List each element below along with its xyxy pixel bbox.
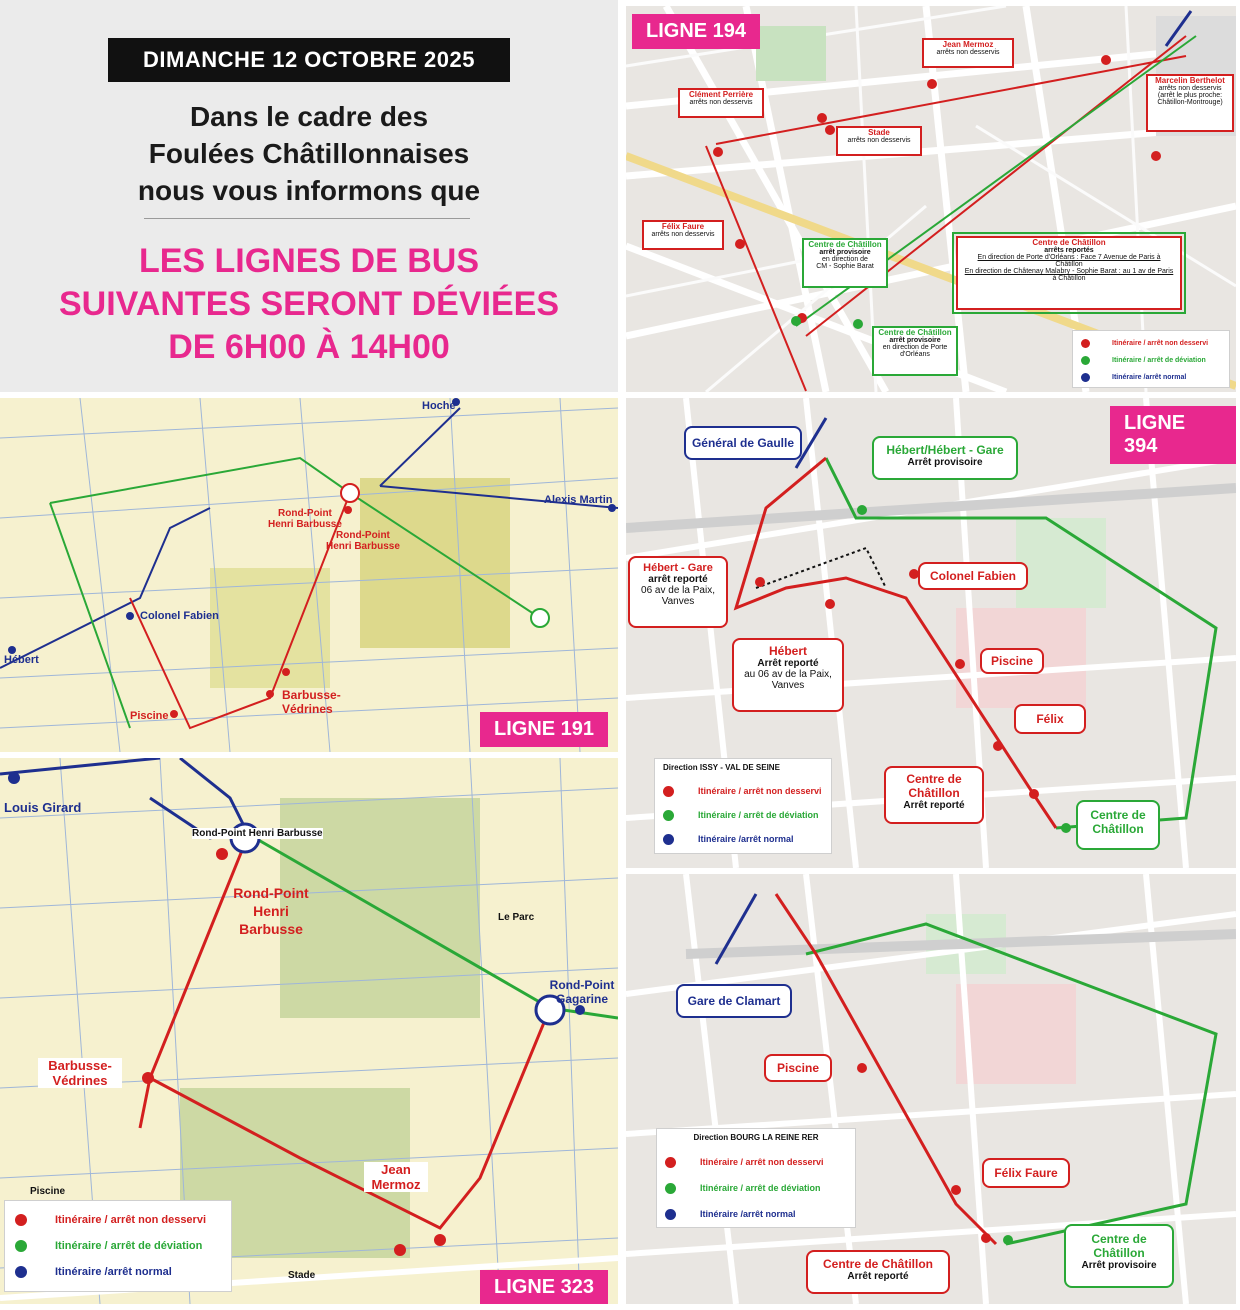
callout-centre-reporte-bourg: Centre de Châtillon Arrêt reporté [806,1250,950,1294]
divider [144,218,470,219]
line-323-map [0,758,618,1304]
callout-centre-provisoire-1: Centre de Châtillon arrêt provisoire en direction de CM - Sophie Barat [802,238,888,288]
label-rond-point-191b: Rond-Point Henri Barbusse [326,530,400,552]
callout-felix-faure-194: Félix Faure arrêts non desservis [642,220,724,250]
line-323-tag: LIGNE 323 [480,1270,608,1304]
legend-194: Itinéraire / arrêt non desservi Itinéraire / arrêt de déviation Itinéraire /arrêt normal [1072,330,1230,388]
info-header-panel [0,0,618,392]
green-dot-icon [665,1183,676,1194]
deviation-headline: LES LIGNES DE BUS SUIVANTES SERONT DÉVIÉES DE 6H00 À 14H00 [58,242,560,366]
callout-gare-de-clamart: Gare de Clamart [676,984,792,1018]
callout-marcelin-berthelot: Marcelin Berthelot arrêts non desservis (arrêt le plus proche: Châtillon-Montrouge) [1146,74,1234,132]
legend-394: Direction ISSY - VAL DE SEINE Itinéraire / arrêt non desservi Itinéraire / arrêt de déviation Itinéraire /arrêt normal [654,758,832,854]
label-rond-point-top: Rond-Point Henri Barbusse [192,828,323,839]
green-dot-icon [663,810,674,821]
label-stade-323: Stade [288,1270,316,1281]
line-194-tag: LIGNE 194 [632,14,760,49]
green-dot-icon [15,1240,27,1252]
callout-piscine-394: Piscine [980,648,1044,674]
callout-hebert-reporte: Hébert Arrêt reporté au 06 av de la Paix, Vanves [732,638,844,712]
callout-stade-194: Stade arrêts non desservis [836,126,922,156]
callout-felix-394: Félix [1014,704,1086,734]
intro-text: Dans le cadre des Foulées Châtillonnaises nous vous informons que [137,101,481,206]
callout-centre-provisoire-394: Centre de Châtillon [1076,800,1160,850]
callout-rond-point-henri-barbusse-323: Rond-Point Henri Barbusse [233,885,309,937]
label-le-parc: Le Parc [498,912,535,923]
line-191-tag: LIGNE 191 [480,712,608,747]
label-louis-girard: Louis Girard [4,800,82,815]
legend-bourg: Direction BOURG LA REINE RER Itinéraire / arrêt non desservi Itinéraire / arrêt de déviation Itinéraire /arrêt normal [656,1128,856,1228]
stadium-area [756,26,826,81]
line-394-tag: LIGNE 394 [1110,406,1236,464]
callout-hebert-gare-provisoire: Hébert/Hébert - Gare Arrêt provisoire [872,436,1018,480]
label-hoche: Hoche [422,400,456,412]
red-dot-icon [15,1214,27,1226]
line-394-map [626,398,1236,868]
blue-dot-icon [1081,373,1090,382]
green-dot-icon [1081,356,1090,365]
line-194-map [626,6,1236,392]
callout-centre-provisoire-2: Centre de Châtillon arrêt provisoire en direction de Porte d'Orléans [872,326,958,376]
legend-323: Itinéraire / arrêt non desservi Itinéraire / arrêt de déviation Itinéraire /arrêt normal [4,1200,232,1292]
label-hebert-191: Hébert [4,654,39,666]
label-piscine-323: Piscine [30,1186,66,1197]
callout-centre-reporte-394: Centre de Châtillon Arrêt reporté [884,766,984,824]
label-piscine-191: Piscine [130,710,169,722]
callout-piscine-bourg: Piscine [764,1054,832,1082]
callout-centre-reportes: Centre de Châtillon arrêts reportés En direction de Porte d'Orléans : Face 7 Avenue de Paris à Châtillon En direction de Châtenay Malabry - Sophie Barat : au 1 av de Paris à Châtillon [956,236,1182,310]
red-dot-icon [663,786,674,797]
callout-barbusse-vedrines-323: Barbusse- Védrines [38,1058,122,1088]
label-rond-point-191: Rond-Point Henri Barbusse [268,508,342,530]
line-394-bourg-map [626,874,1236,1304]
callout-hebert-gare-reporte: Hébert - Gare arrêt reporté 06 av de la Paix, Vanves [628,556,728,628]
callout-rond-point-gagarine: Rond-Point Gagarine [549,978,615,1006]
red-dot-icon [665,1157,676,1168]
blue-dot-icon [15,1266,27,1278]
callout-jean-mermoz-194: Jean Mermoz arrêts non desservis [922,38,1014,68]
label-barbusse-vedrines-191: Barbusse- Védrines [282,688,341,716]
line-191-map [0,398,618,752]
callout-clement-perriere: Clément Perrière arrêts non desservis [678,88,764,118]
callout-felix-faure-bourg: Félix Faure [982,1158,1070,1188]
red-dot-icon [1081,339,1090,348]
callout-jean-mermoz-323: Jean Mermoz [364,1162,428,1192]
label-colonel-fabien-191: Colonel Fabien [140,610,219,622]
blue-dot-icon [665,1209,676,1220]
blue-dot-icon [663,834,674,845]
callout-general-de-gaulle: Général de Gaulle [684,426,802,460]
callout-centre-provisoire-bourg: Centre de Châtillon Arrêt provisoire [1064,1224,1174,1288]
label-alexis-martin: Alexis Martin [544,494,613,506]
callout-colonel-fabien-394: Colonel Fabien [918,562,1028,590]
date-banner: DIMANCHE 12 OCTOBRE 2025 [108,38,510,82]
